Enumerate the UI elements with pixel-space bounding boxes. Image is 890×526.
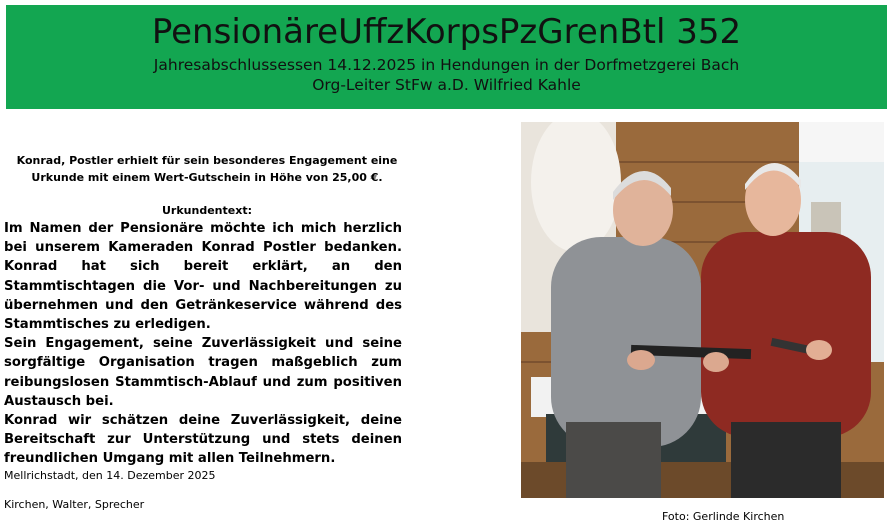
signature-line: Kirchen, Walter, Sprecher [4,498,145,511]
event-subtitle: Jahresabschlussessen 14.12.2025 in Hendungen in der Dorfmetzgerei Bach [153,56,740,74]
page-title: PensionäreUffzKorpsPzGrenBtl 352 [151,12,742,52]
photo-credit: Foto: Gerlinde Kirchen [662,510,785,523]
intro-line-1: Konrad, Postler erhielt für sein besonderes Engagement eine [16,154,398,167]
intro-line-2: Urkunde mit einem Wert-Gutschein in Höhe von 25,00 €. [31,171,383,184]
certificate-text [4,219,402,469]
certificate-paragraph-1: Im Namen der Pensionäre möchte ich mich herzlich bei unserem Kameraden Konrad Postler bedanken. Konrad hat sich bereit erklärt, an den Stammtischtagen die Vor- und Nachbereitungen zu übernehmen und den Getränkeservice während des Stammtisches zu erledigen. [4,221,402,333]
certificate-paragraph-2: Sein Engagement, seine Zuverlässigkeit und seine sorgfältige Organisation tragen maßgeblich zum reibungslosen Stammtisch-Ablauf und zum positiven Austausch bei. [4,336,402,409]
intro-text [14,152,400,186]
certificate-paragraph-3: Konrad wir schätzen deine Zuverlässigkeit, deine Bereitschaft zur Unterstützung und stets deinen freundlichen Umgang mit allen Teilnehmern. [4,413,402,467]
award-photo [521,122,884,498]
photo-illustration [521,122,884,498]
header-banner [6,5,887,109]
place-date: Mellrichstadt, den 14. Dezember 2025 [4,469,216,482]
organizer-line: Org-Leiter StFw a.D. Wilfried Kahle [312,76,581,94]
certificate-label: Urkundentext: [162,204,252,217]
